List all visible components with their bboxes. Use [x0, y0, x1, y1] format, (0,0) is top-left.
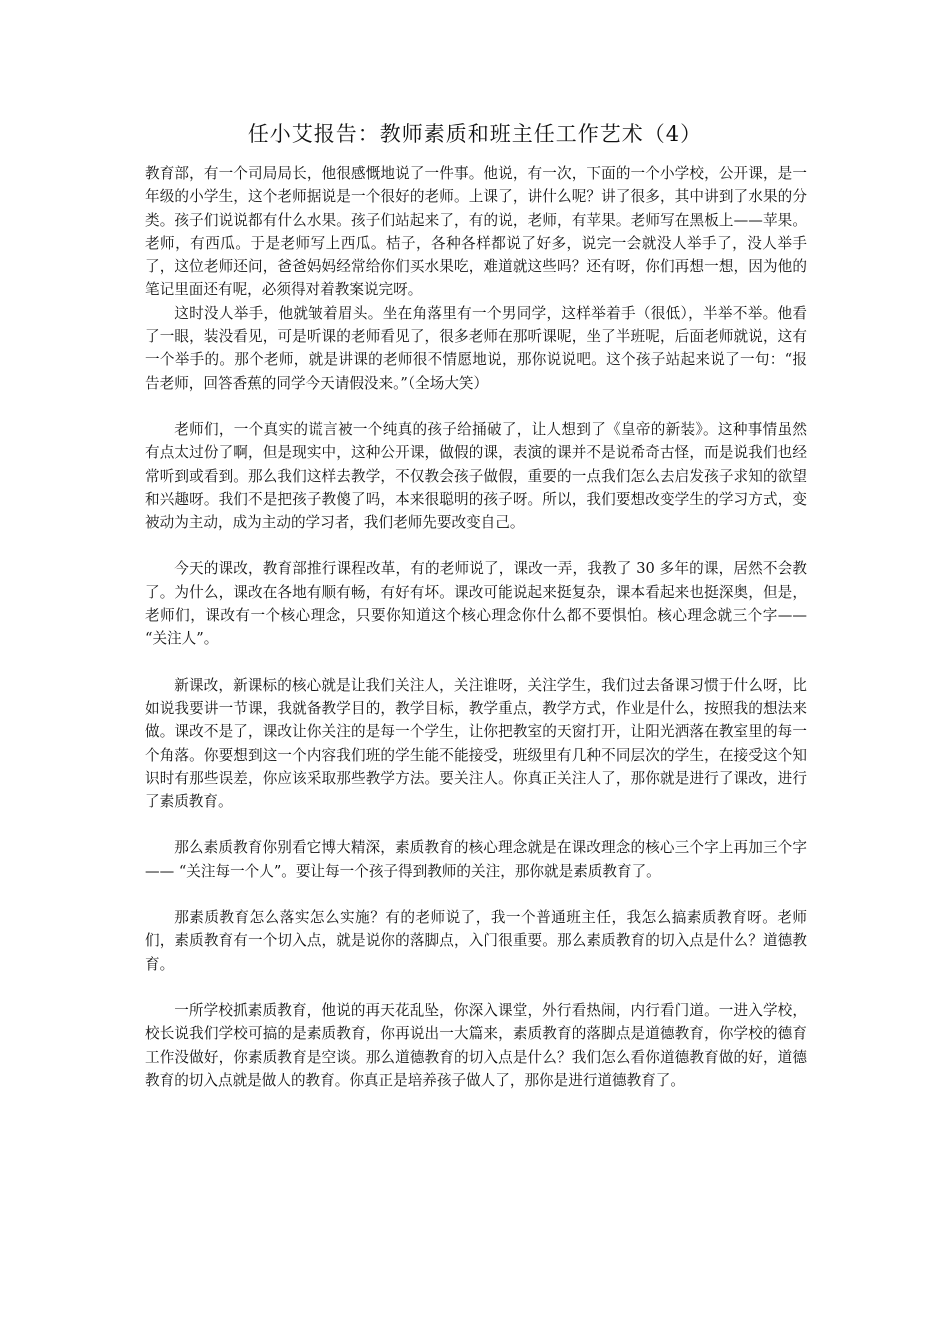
paragraph-2: 这时没人举手，他就皱着眉头。坐在角落里有一个男同学，这样举着手（很低），半举不举。他看了一眼，装没看见，可是听课的老师看见了，很多老师在那听课呢，坐了半班呢，后面老师就说，这有一个举手的。那个老师，就是讲课的老师很不情愿地说，那你说说吧。这个孩子站起来说了一句：“报告老师，回答香蕉的同学今天请假没来。”（全场大笑） — [145, 304, 807, 392]
document-title: 任小艾报告：教师素质和班主任工作艺术（4） — [247, 122, 703, 146]
paragraph-1: 教育部，有一个司局局长，他很感慨地说了一件事。他说，有一次，下面的一个小学校，公开课，是一年级的小学生，这个老师据说是一个很好的老师。上课了，讲什么呢？讲了很多，其中讲到了水果的分类。孩子们说说都有什么水果。孩子们站起来了，有的说，老师，有苹果。老师写在黑板上——苹果。老师，有西瓜。于是老师写上西瓜。桔子，各种各样都说了好多，说完一会就没人举手了，没人举手了，这位老师还问，爸爸妈妈经常给你们买水果吃，难道就这些吗？还有呀，你们再想一想，因为他的笔记里面还有呢，必须得对着教案说完呀。 — [145, 165, 807, 299]
paragraph-6: 那么素质教育你别看它博大精深，素质教育的核心理念就是在课改理念的核心三个字上再加三个字—— “关注每一个人”。要让每一个孩子得到教师的关注，那你就是素质教育了。 — [145, 839, 807, 880]
paragraph-4: 今天的课改，教育部推行课程改革，有的老师说了，课改一弄，我教了 30 多年的课，居然不会教了。为什么，课改在各地有顺有畅，有好有坏。课改可能说起来挺复杂，课本看起来也挺深奥，但是，老师们，课改有一个核心理念，只要你知道这个核心理念你什么都不要惧怕。核心理念就三个字—— “关注人”。 — [145, 560, 807, 648]
paragraph-3: 老师们，一个真实的谎言被一个纯真的孩子给捅破了，让人想到了《皇帝的新装》。这种事情虽然有点太过份了啊，但是现实中，这种公开课，做假的课，表演的课并不是说希奇古怪，而是说我们也经常听到或看到。那么我们这样去教学，不仅教会孩子做假，重要的一点我们怎么去启发孩子求知的欲望和兴趣呀。我们不是把孩子教傻了吗，本来很聪明的孩子呀。所以，我们要想改变学生的学习方式，变被动为主动，成为主动的学习者，我们老师先要改变自己。 — [145, 420, 807, 532]
paragraph-7: 那素质教育怎么落实怎么实施？有的老师说了，我一个普通班主任，我怎么搞素质教育呀。老师们，素质教育有一个切入点，就是说你的落脚点，入门很重要。那么素质教育的切入点是什么？道德教育。 — [145, 909, 807, 973]
paragraph-8: 一所学校抓素质教育，他说的再天花乱坠，你深入课堂，外行看热闹，内行看门道。一进入学校，校长说我们学校可搞的是素质教育，你再说出一大篇来，素质教育的落脚点是道德教育，你学校的德育工作没做好，你素质教育是空谈。那么道德教育的切入点是什么？我们怎么看你道德教育做的好，道德教育的切入点就是做人的教育。你真正是培养孩子做人了，那你是进行道德教育了。 — [145, 1001, 807, 1089]
document-body — [145, 162, 807, 1092]
paragraph-5: 新课改，新课标的核心就是让我们关注人，关注谁呀，关注学生，我们过去备课习惯于什么呀，比如说我要讲一节课，我就备教学目的，教学目标，教学重点，教学方式，作业是什么，按照我的想法来做。课改不是了，课改让你关注的是每一个学生，让你把教室的天窗打开，让阳光洒落在教室里的每一个角落。你要想到这一个内容我们班的学生能不能接受，班级里有几种不同层次的学生，在接受这个知识时有那些误差，你应该采取那些教学方法。要关注人。你真正关注人了，那你就是进行了课改，进行了素质教育。 — [145, 676, 807, 811]
